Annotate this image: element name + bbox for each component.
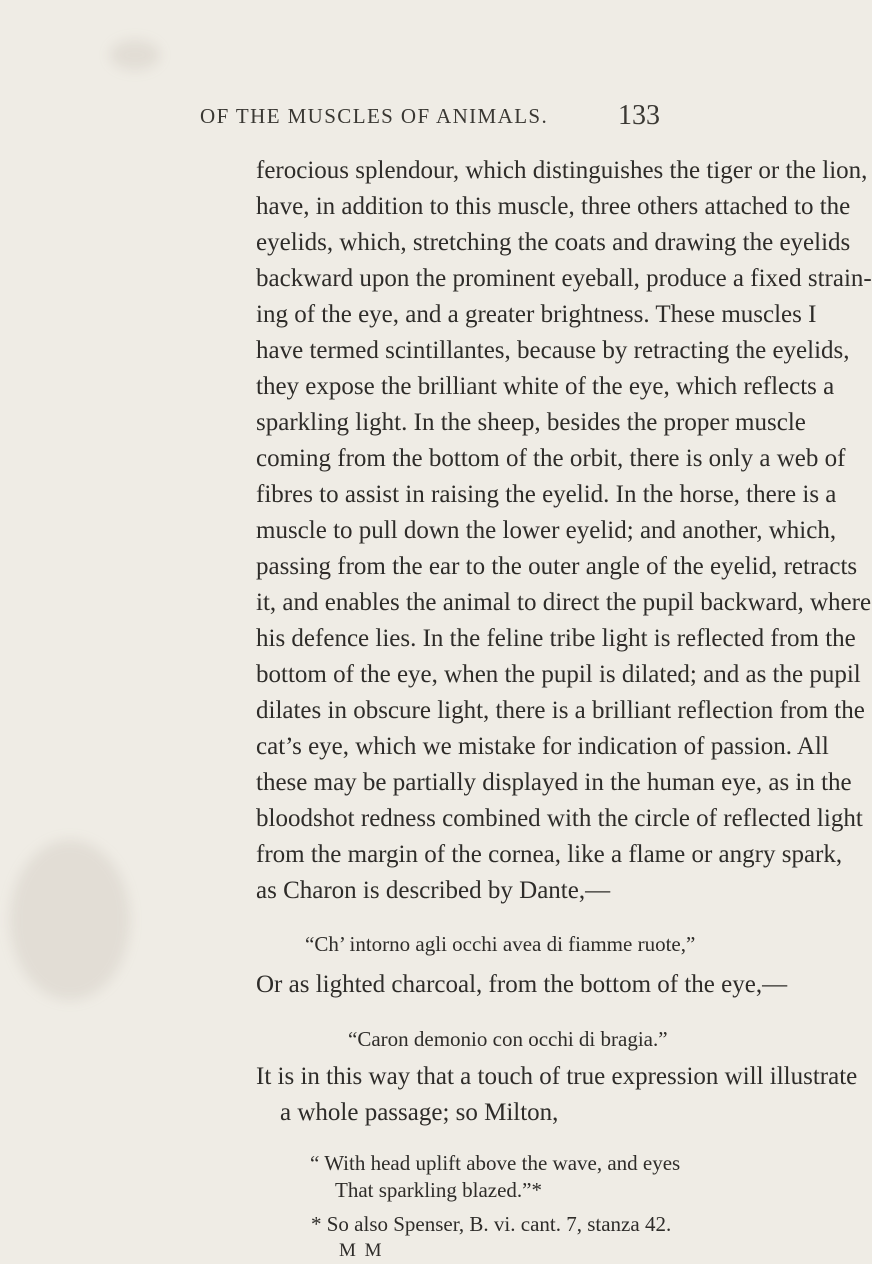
text-line: have termed scintillantes, because by retracting the eyelids, [256,337,850,364]
text-line: as Charon is described by Dante,— [256,877,611,904]
text-line: dilates in obscure light, there is a brilliant reflection from the [256,697,865,724]
page-number: 133 [618,100,660,131]
text-line: ing of the eye, and a greater brightness. These muscles I [256,301,817,328]
text-line: cat’s eye, which we mistake for indication of passion. All [256,733,829,760]
quotation-dante: “Ch’ intorno agli occhi avea di fiamme ruote,” [305,932,696,956]
paper-stain [10,840,130,1000]
text-line: Or as lighted charcoal, from the bottom of the eye,— [256,971,788,998]
text-line: fibres to assist in raising the eyelid. In the horse, there is a [256,481,837,508]
page-header [200,100,660,130]
text-line: muscle to pull down the lower eyelid; and another, which, [256,517,837,544]
quote-line: That sparkling blazed.”* [335,1178,543,1202]
footnote: * So also Spenser, B. vi. cant. 7, stanza 42. [311,1212,672,1236]
signature-mark: M M [339,1240,384,1261]
text-line: coming from the bottom of the orbit, there is only a web of [256,445,846,472]
text-line: bottom of the eye, when the pupil is dilated; and as the pupil [256,661,861,688]
quotation-caron: “Caron demonio con occhi di bragia.” [348,1027,668,1051]
text-line: It is in this way that a touch of true expression will illustrate [256,1063,858,1090]
text-line: have, in addition to this muscle, three others attached to the [256,193,851,220]
text-line: eyelids, which, stretching the coats and drawing the eyelids [256,229,851,256]
text-line: his defence lies. In the feline tribe light is reflected from the [256,625,856,652]
text-line: a whole passage; so Milton, [280,1099,559,1126]
running-head: OF THE MUSCLES OF ANIMALS. [200,104,549,128]
text-line: sparkling light. In the sheep, besides the proper muscle [256,409,806,436]
text-line: these may be partially displayed in the human eye, as in the [256,769,852,796]
text-line: bloodshot redness combined with the circle of reflected light [256,805,863,832]
text-line: from the margin of the cornea, like a flame or angry spark, [256,841,843,868]
text-line: it, and enables the animal to direct the pupil backward, where [256,589,872,616]
text-line: they expose the brilliant white of the eye, which reflects a [256,373,835,400]
quote-line: “ With head uplift above the wave, and eyes [310,1151,681,1175]
text-line: backward upon the prominent eyeball, produce a fixed strain- [256,265,872,292]
text-line: ferocious splendour, which distinguishes the tiger or the lion, [256,157,868,184]
paper-stain [110,40,160,70]
text-line: passing from the ear to the outer angle of the eyelid, retracts [256,553,858,580]
